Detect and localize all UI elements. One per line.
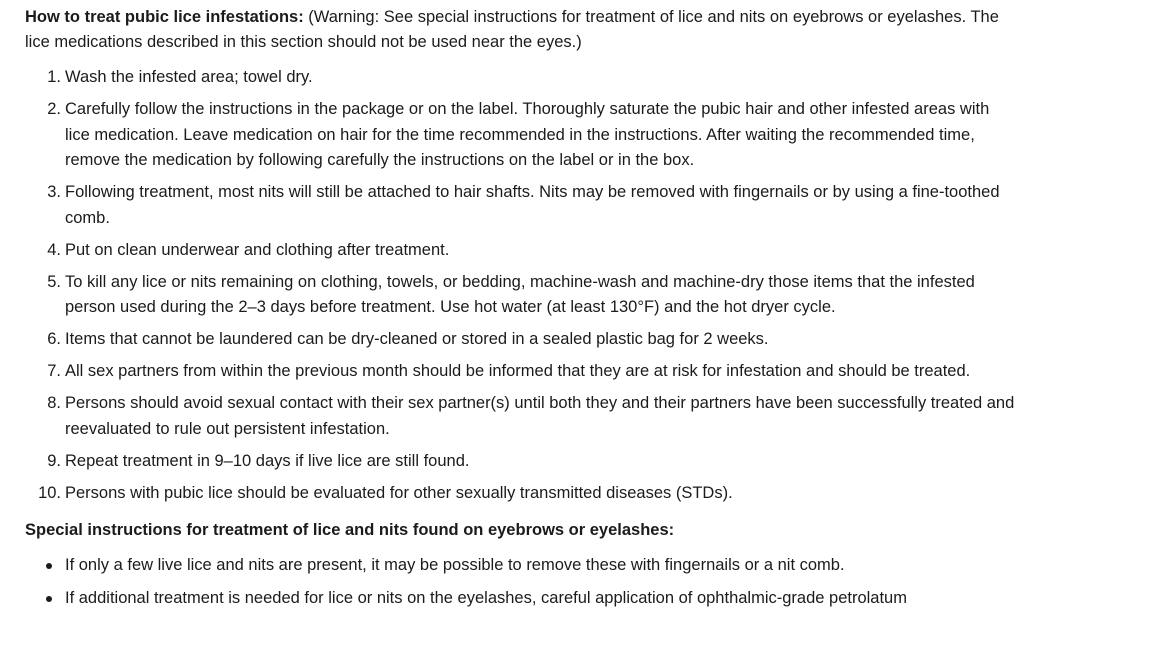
special-instructions-list — [25, 553, 1015, 611]
step-text: To kill any lice or nits remaining on clothing, towels, or bedding, machine-wash and machine-dry those items that the infested person used during the 2–3 days before treatment. Use hot water (at least 130°F) and the hot dryer cycle. — [65, 272, 975, 316]
intro-heading: How to treat pubic lice infestations: — [25, 8, 304, 26]
bullet-dot-icon — [46, 596, 52, 602]
step-text: Persons with pubic lice should be evaluated for other sexually transmitted diseases (STDs). — [65, 483, 733, 502]
treatment-steps-list — [25, 65, 1015, 506]
list-item — [47, 359, 1015, 385]
intro-paragraph — [25, 5, 1015, 55]
step-number: 5. — [47, 272, 61, 291]
list-item — [47, 180, 1015, 231]
list-item — [38, 481, 1015, 507]
step-number: 7. — [47, 362, 61, 380]
list-item — [47, 327, 1015, 353]
intro-warning: (Warning: See special instructions for treatment of lice and nits on eyebrows or eyelashes. The lice medications described in this section should not be used near the eyes.) — [25, 8, 999, 51]
list-item — [47, 97, 1015, 174]
special-instructions-heading: Special instructions for treatment of lice and nits found on eyebrows or eyelashes: — [25, 521, 675, 539]
list-item — [47, 65, 1015, 91]
step-text: Wash the infested area; towel dry. — [65, 68, 313, 86]
step-text: Carefully follow the instructions in the package or on the label. Thoroughly saturate the pubic hair and other infested areas with lice medication. Leave medication on hair for the time recommended in the instructions. After waiting the recommended time, remove the medication by following carefully the instructions on the label or in the box. — [65, 100, 990, 169]
step-number: 8. — [47, 394, 61, 412]
step-number: 10. — [38, 483, 61, 502]
step-text: All sex partners from within the previous month should be informed that they are at risk for infestation and should be treated. — [65, 362, 971, 380]
step-number: 2. — [47, 100, 61, 118]
step-text: Following treatment, most nits will still be attached to hair shafts. Nits may be removed with fingernails or by using a fine-toothed comb. — [65, 183, 1000, 227]
step-number: 4. — [47, 240, 61, 259]
bullet-dot-icon — [46, 563, 52, 569]
list-item — [47, 391, 1015, 442]
bullet-text: If only a few live lice and nits are present, it may be possible to remove these with fingernails or a nit comb. — [65, 556, 845, 574]
step-number: 3. — [47, 183, 61, 201]
step-number: 6. — [47, 330, 61, 348]
step-text: Put on clean underwear and clothing after treatment. — [65, 240, 450, 259]
step-text: Persons should avoid sexual contact with their sex partner(s) until both they and their partners have been successfully treated and reevaluated to rule out persistent infestation. — [65, 394, 1015, 438]
step-text: Items that cannot be laundered can be dry-cleaned or stored in a sealed plastic bag for 2 weeks. — [65, 330, 769, 348]
step-text: Repeat treatment in 9–10 days if live lice are still found. — [65, 451, 470, 470]
step-number: 1. — [47, 68, 61, 86]
bullet-text: If additional treatment is needed for lice or nits on the eyelashes, careful application of ophthalmic-grade petrolatum — [65, 588, 907, 607]
list-item — [47, 270, 1015, 321]
list-item — [65, 586, 1015, 612]
step-number: 9. — [47, 451, 61, 470]
list-item — [65, 553, 1015, 579]
list-item — [47, 238, 1015, 264]
article-content — [25, 5, 1015, 618]
list-item — [47, 449, 1015, 475]
